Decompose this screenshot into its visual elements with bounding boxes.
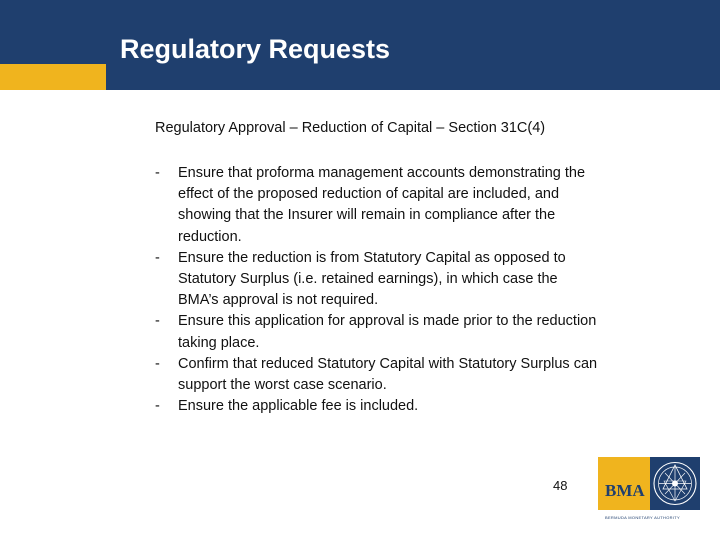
bma-logo-text: BMA	[605, 481, 645, 500]
bullet-dash: -	[155, 355, 160, 372]
bullet-text-line: Confirm that reduced Statutory Capital with Statutory Surplus can	[178, 355, 598, 372]
bullet-item	[155, 354, 715, 396]
bullet-dash: -	[155, 165, 160, 181]
bullet-text-line: BMA’s approval is not required.	[178, 292, 379, 309]
bullet-item	[155, 396, 715, 417]
section-heading: Regulatory Approval – Reduction of Capital – Section 31C(4)	[155, 120, 546, 136]
bullet-text-line: Statutory Surplus (i.e. retained earnings), in which case the	[178, 271, 558, 288]
bullet-text-line: taking place.	[178, 334, 260, 351]
accent-stripe	[0, 64, 106, 90]
page-number: 48	[553, 478, 568, 493]
bullet-dash: -	[155, 398, 160, 415]
bma-tagline: BERMUDA MONETARY AUTHORITY	[605, 515, 680, 520]
bullet-item	[155, 311, 715, 353]
bullet-text-line: showing that the Insurer will remain in compliance after the	[178, 207, 556, 224]
bullet-text-line: Ensure the reduction is from Statutory Capital as opposed to	[178, 249, 566, 266]
bullet-text-line: Ensure this application for approval is made prior to the reduction	[178, 313, 597, 330]
slide-title: Regulatory Requests	[120, 34, 391, 64]
bullet-text-line: Ensure that proforma management accounts demonstrating the	[178, 165, 586, 181]
bullet-item	[155, 248, 715, 312]
bullet-item	[155, 163, 715, 248]
bullet-dash: -	[155, 313, 160, 330]
bma-seal-icon	[650, 457, 700, 510]
bullet-text-line: effect of the proposed reduction of capital are included, and	[178, 186, 560, 203]
bullet-dash: -	[155, 249, 160, 266]
bullet-text-line: Ensure the applicable fee is included.	[178, 398, 419, 415]
bullet-list	[155, 163, 715, 417]
bullet-text-line: support the worst case scenario.	[178, 377, 387, 394]
bullet-text-line: reduction.	[178, 228, 242, 245]
